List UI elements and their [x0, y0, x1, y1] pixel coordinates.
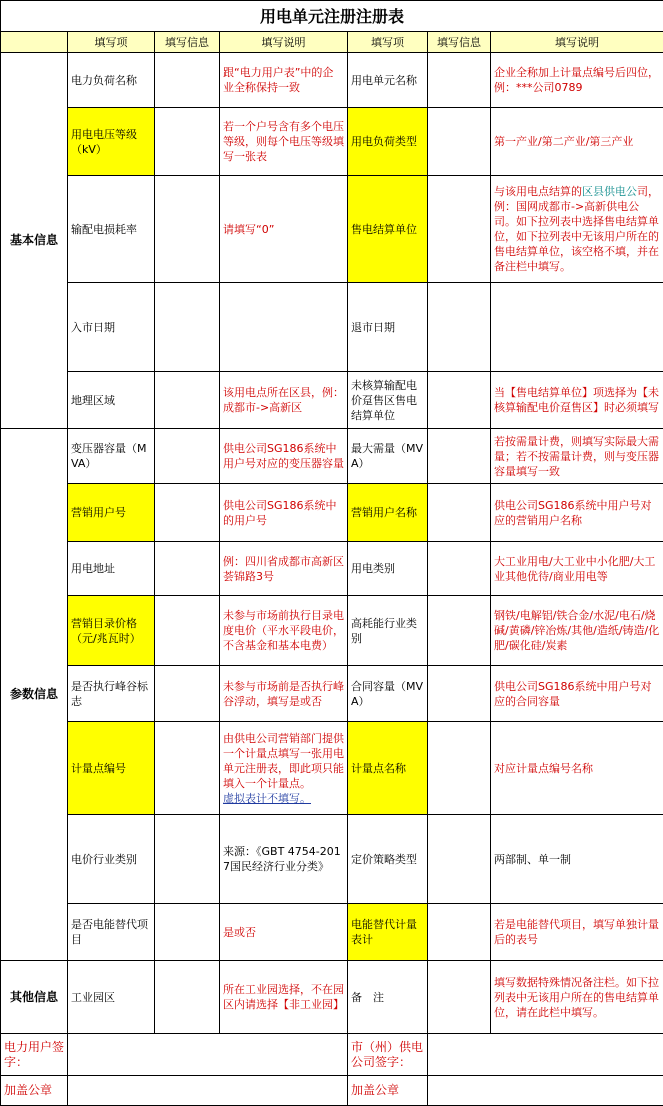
header-note: 填写说明 — [220, 32, 348, 53]
field-input[interactable] — [155, 596, 220, 666]
field-input[interactable] — [428, 429, 491, 484]
field-input[interactable] — [155, 283, 220, 372]
field-note: 跟“电力用户表”中的企业全称保持一致 — [220, 53, 348, 108]
user-sign-field[interactable] — [68, 1034, 348, 1076]
field-input[interactable] — [428, 596, 491, 666]
field-label: 营销目录价格（元/兆瓦时） — [68, 596, 155, 666]
field-note: 来源：《GBT 4754-2017国民经济行业分类》 — [220, 815, 348, 904]
field-note: 供电公司SG186系统中用户号对应的合同容量 — [491, 666, 663, 722]
seal-row — [1, 1076, 663, 1106]
form-row — [1, 429, 663, 484]
field-input[interactable] — [428, 108, 491, 176]
field-input[interactable] — [428, 722, 491, 815]
field-input[interactable] — [428, 176, 491, 283]
field-input[interactable] — [155, 722, 220, 815]
header-item: 填写项 — [68, 32, 155, 53]
field-note: 供电公司SG186系统中用户号对应的营销用户名称 — [491, 484, 663, 542]
field-note: 所在工业园选择，不在园区内请选择【非工业园】 — [220, 961, 348, 1034]
field-label: 用电地址 — [68, 542, 155, 596]
form-row — [1, 904, 663, 961]
field-input[interactable] — [428, 53, 491, 108]
form-row — [1, 176, 663, 283]
field-note — [220, 722, 348, 815]
field-note: 若是电能替代项目，填写单独计量后的表号 — [491, 904, 663, 961]
field-note — [491, 283, 663, 372]
field-label: 营销用户号 — [68, 484, 155, 542]
page-title: 用电单元注册注册表 — [1, 1, 663, 32]
form-row — [1, 722, 663, 815]
field-input[interactable] — [155, 176, 220, 283]
field-label: 电能替代计量表计 — [348, 904, 428, 961]
field-note: 大工业用电/大工业中小化肥/大工业其他优待/商业用电等 — [491, 542, 663, 596]
field-label: 计量点编号 — [68, 722, 155, 815]
field-note: 未参与市场前是否执行峰谷浮动，填写是或否 — [220, 666, 348, 722]
field-note: 当【售电结算单位】项选择为【未核算输配电价趸售区】时必须填写 — [491, 372, 663, 429]
field-label: 地理区域 — [68, 372, 155, 429]
field-label: 高耗能行业类别 — [348, 596, 428, 666]
field-note: 若按需量计费，则填写实际最大需量；若不按需量计费，则与变压器容量填写一致 — [491, 429, 663, 484]
header-note-right: 填写说明 — [491, 32, 663, 53]
field-input[interactable] — [155, 108, 220, 176]
company-seal-field[interactable] — [428, 1076, 663, 1106]
field-input[interactable] — [428, 542, 491, 596]
field-label: 用电电压等级（kV） — [68, 108, 155, 176]
field-label: 售电结算单位 — [348, 176, 428, 283]
field-note-link: 虚拟表计不填写。 — [223, 791, 344, 806]
form-row — [1, 108, 663, 176]
field-input[interactable] — [428, 484, 491, 542]
field-input[interactable] — [155, 429, 220, 484]
field-input[interactable] — [428, 666, 491, 722]
field-label: 输配电损耗率 — [68, 176, 155, 283]
form-row — [1, 53, 663, 108]
field-note: 未参与市场前执行目录电度电价（平水平段电价，不含基金和基本电费） — [220, 596, 348, 666]
field-note: 是或否 — [220, 904, 348, 961]
field-note: 供电公司SG186系统中用户号对应的变压器容量 — [220, 429, 348, 484]
field-label: 用电负荷类型 — [348, 108, 428, 176]
field-note — [491, 176, 663, 283]
field-note-part: 与该用电点结算的 — [494, 185, 582, 198]
field-note: 例：四川省成都市高新区荟锦路3号 — [220, 542, 348, 596]
field-note-part: 由供电公司营销部门提供 — [223, 731, 344, 746]
company-seal-label: 加盖公章 — [348, 1076, 428, 1106]
field-input[interactable] — [428, 283, 491, 372]
field-label: 用电类别 — [348, 542, 428, 596]
field-input[interactable] — [155, 372, 220, 429]
form-row — [1, 815, 663, 904]
field-note: 供电公司SG186系统中的用户号 — [220, 484, 348, 542]
company-sign-field[interactable] — [428, 1034, 663, 1076]
form-row — [1, 542, 663, 596]
header-row — [1, 32, 663, 53]
field-note: 第一产业/第二产业/第三产业 — [491, 108, 663, 176]
field-input[interactable] — [155, 484, 220, 542]
field-label: 计量点名称 — [348, 722, 428, 815]
field-note: 企业全称加上计量点编号后四位，例：***公司0789 — [491, 53, 663, 108]
field-note: 两部制、单一制 — [491, 815, 663, 904]
field-note: 填写数据特殊情况备注栏。如下拉列表中无该用户所在的售电结算单位，请在此栏中填写。 — [491, 961, 663, 1034]
form-row — [1, 666, 663, 722]
field-note: 该用电点所在区县，例：成都市->高新区 — [220, 372, 348, 429]
field-note: 请填写“0” — [220, 176, 348, 283]
field-note: 对应计量点编号名称 — [491, 722, 663, 815]
field-input[interactable] — [155, 815, 220, 904]
field-input[interactable] — [155, 904, 220, 961]
form-row — [1, 596, 663, 666]
field-label: 是否执行峰谷标志 — [68, 666, 155, 722]
field-note: 若一个户号含有多个电压等级，则每个电压等级填写一张表 — [220, 108, 348, 176]
section-params: 参数信息 — [1, 429, 68, 961]
field-label: 退市日期 — [348, 283, 428, 372]
field-label: 合同容量（MVA） — [348, 666, 428, 722]
field-input[interactable] — [155, 961, 220, 1034]
field-label: 备 注 — [348, 961, 428, 1034]
form-row — [1, 372, 663, 429]
header-info: 填写信息 — [155, 32, 220, 53]
field-label: 工业园区 — [68, 961, 155, 1034]
section-other: 其他信息 — [1, 961, 68, 1034]
field-label: 最大需量（MVA） — [348, 429, 428, 484]
field-input[interactable] — [428, 904, 491, 961]
field-input[interactable] — [428, 372, 491, 429]
header-blank — [1, 32, 68, 53]
field-input[interactable] — [428, 815, 491, 904]
field-note-part: 司，例：国网成都市->高新供电公司。如下拉列表中选择售电结算单位，如下拉列表中无该用户所在的售电结算单位，该空格不填，并在备注栏中填写。 — [494, 185, 659, 273]
field-input[interactable] — [428, 961, 491, 1034]
field-input[interactable] — [155, 666, 220, 722]
field-label: 用电单元名称 — [348, 53, 428, 108]
field-label: 电力负荷名称 — [68, 53, 155, 108]
section-basic: 基本信息 — [1, 53, 68, 429]
field-note-part: 一个计量点填写一张用电单元注册表，即此项只能填入一个计量点。 — [223, 746, 344, 791]
header-item-right: 填写项 — [348, 32, 428, 53]
field-note-highlight: 区县供电公 — [582, 185, 637, 198]
form-row — [1, 484, 663, 542]
signature-row — [1, 1034, 663, 1076]
field-note: 钢铁/电解铝/铁合金/水泥/电石/烧碱/黄磷/锌冶炼/其他/造纸/铸造/化肥/碳化硅/炭素 — [491, 596, 663, 666]
form-row — [1, 961, 663, 1034]
field-label: 是否电能替代项目 — [68, 904, 155, 961]
field-note — [220, 283, 348, 372]
field-label: 定价策略类型 — [348, 815, 428, 904]
field-label: 入市日期 — [68, 283, 155, 372]
field-label: 电价行业类别 — [68, 815, 155, 904]
form-row — [1, 283, 663, 372]
field-input[interactable] — [155, 542, 220, 596]
user-sign-label: 电力用户签字： — [1, 1034, 68, 1076]
field-input[interactable] — [155, 53, 220, 108]
field-label: 未核算输配电价趸售区售电结算单位 — [348, 372, 428, 429]
user-seal-field[interactable] — [68, 1076, 348, 1106]
company-sign-label: 市（州）供电公司签字： — [348, 1034, 428, 1076]
user-seal-label: 加盖公章 — [1, 1076, 68, 1106]
field-label: 营销用户名称 — [348, 484, 428, 542]
header-info-right: 填写信息 — [428, 32, 491, 53]
field-label: 变压器容量（MVA） — [68, 429, 155, 484]
